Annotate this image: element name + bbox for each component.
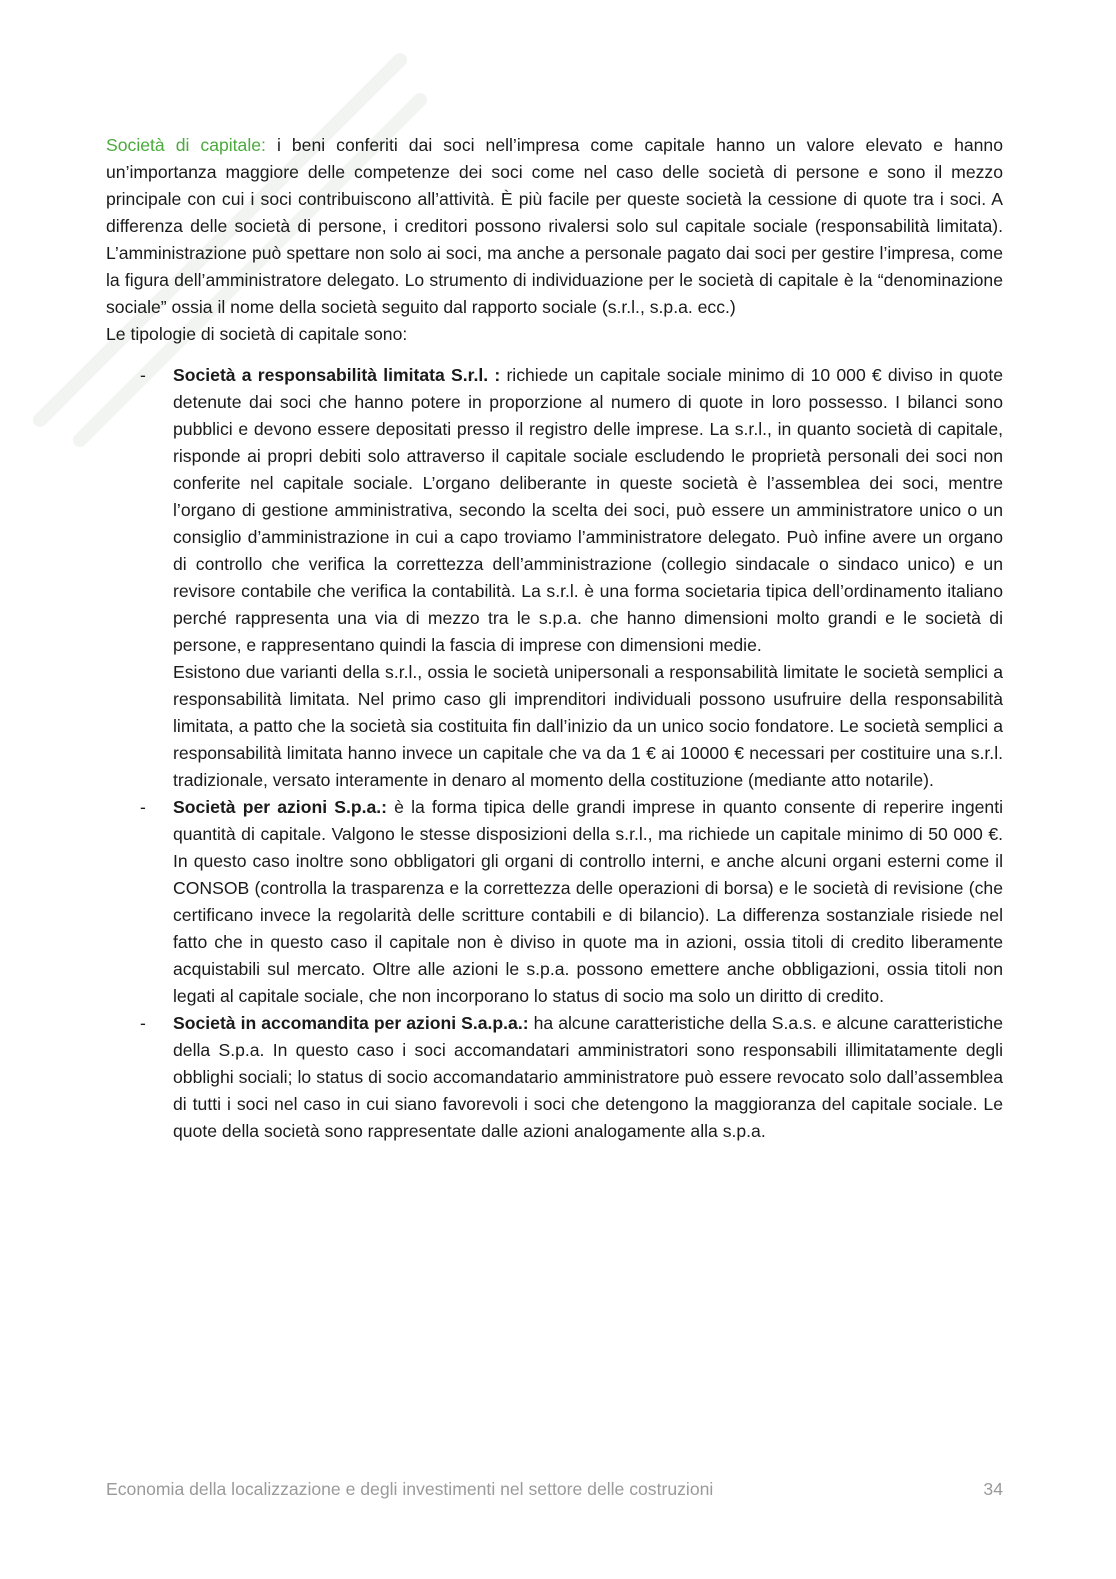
page-content: [106, 132, 1003, 1145]
type-description: richiede un capitale sociale minimo di 10 000 € diviso in quote detenute dai soci che hanno potere in proporzione al numero di quote in loro possesso. I bilanci sono pubblici e devono essere depositati presso il registro delle imprese. La s.r.l., in quanto società di capitale, risponde ai propri debiti solo attraverso il capitale sociale escludendo le proprietà personali dei soci non conferite nel capitale sociale. L’organo deliberante in queste società è l’assemblea dei soci, mentre l’organo di gestione amministrativa, secondo la scelta dei soci, può essere un amministratore unico o un consiglio d’amministrazione in cui a capo troviamo l’amministratore delegato. Può infine avere un organo di controllo che verifica la correttezza dell’amministrazione (collegio sindacale o sindaco unico) e un revisore contabile che verifica la contabilità. La s.r.l. è una forma societaria tipica dell’ordinamento italiano perché rappresenta una via di mezzo tra le s.p.a. che hanno dimensioni molto grandi e le società di persone, e rappresentano quindi la fascia di imprese con dimensioni medie.: [173, 365, 1003, 655]
list-item-sapa: [106, 1010, 1003, 1145]
list-item-text: [173, 794, 1003, 1010]
list-item-srl: [106, 362, 1003, 794]
list-intro: Le tipologie di società di capitale sono:: [106, 324, 408, 344]
section-heading: Società di capitale:: [106, 135, 266, 155]
type-extra-paragraph: Esistono due varianti della s.r.l., ossia le società unipersonali a responsabilità limitate le società semplici a responsabilità limitata. Nel primo caso gli imprenditori individuali possono usufruire della responsabilità limitata, a patto che la società sia costituita fin dall’inizio da un unico socio fondatore. Le società semplici a responsabilità limitata hanno invece un capitale che va da 1 € ai 10000 € necessari per costituire una s.r.l. tradizionale, versato interamente in denaro al momento della costituzione (mediante atto notarile).: [173, 662, 1003, 790]
type-name: Società a responsabilità limitata S.r.l. :: [173, 365, 501, 385]
footer-title: Economia della localizzazione e degli investimenti nel settore delle costruzioni: [106, 1479, 714, 1499]
page-footer: [106, 1476, 1003, 1503]
list-item-spa: [106, 794, 1003, 1010]
type-description: è la forma tipica delle grandi imprese in quanto consente di reperire ingenti quantità di capitale. Valgono le stesse disposizioni della s.r.l., ma richiede un capitale minimo di 50 000 €. In questo caso inoltre sono obbligatori gli organi di controllo interni, e anche alcuni organi esterni come il CONSOB (controlla la trasparenza e la correttezza delle operazioni di borsa) e le società di revisione (che certificano invece la regolarità delle scritture contabili e di bilancio). La differenza sostanziale risiede nel fatto che in questo caso il capitale non è diviso in quote ma in azioni, ossia titoli di credito liberamente acquistabili sul mercato. Oltre alle azioni le s.p.a. possono emettere anche obbligazioni, ossia titoli non legati al capitale sociale, che non incorporano lo status di socio ma solo un diritto di credito.: [173, 797, 1003, 1006]
list-dash: -: [140, 365, 146, 385]
list-item-text: [173, 1010, 1003, 1145]
intro-paragraph: [106, 132, 1003, 321]
list-item-text: [173, 362, 1003, 659]
type-description: ha alcune caratteristiche della S.a.s. e alcune caratteristiche della S.p.a. In questo caso i soci accomandatari amministratori sono responsabili illimitatamente degli obblighi sociali; lo status di socio accomandatario amministratore può essere revocato solo dall’assemblea di tutti i soci nel caso in cui siano favorevoli i soci che detengono la maggioranza del capitale sociale. Le quote della società sono rappresentate dalle azioni analogamente alla s.p.a.: [173, 1013, 1003, 1141]
page-number: 34: [983, 1479, 1003, 1499]
type-name: Società in accomandita per azioni S.a.p.a.:: [173, 1013, 529, 1033]
list-dash: -: [140, 1013, 146, 1033]
type-name: Società per azioni S.p.a.:: [173, 797, 388, 817]
intro-text: i beni conferiti dai soci nell’impresa come capitale hanno un valore elevato e hanno un’importanza maggiore delle competenze dei soci come nel caso delle società di persone e sono il mezzo principale con cui i soci contribuiscono all’attività. È più facile per queste società la cessione di quote tra i soci. A differenza delle società di persone, i creditori possono rivalersi solo sul capitale sociale (responsabilità limitata). L’amministrazione può spettare non solo ai soci, ma anche a personale pagato dai soci per gestire l’impresa, come la figura dell’amministratore delegato. Lo strumento di individuazione per le società di capitale è la “denominazione sociale” ossia il nome della società seguito dal rapporto sociale (s.r.l., s.p.a. ecc.): [106, 135, 1004, 317]
company-types-list: [106, 362, 1003, 1145]
list-dash: -: [140, 797, 146, 817]
